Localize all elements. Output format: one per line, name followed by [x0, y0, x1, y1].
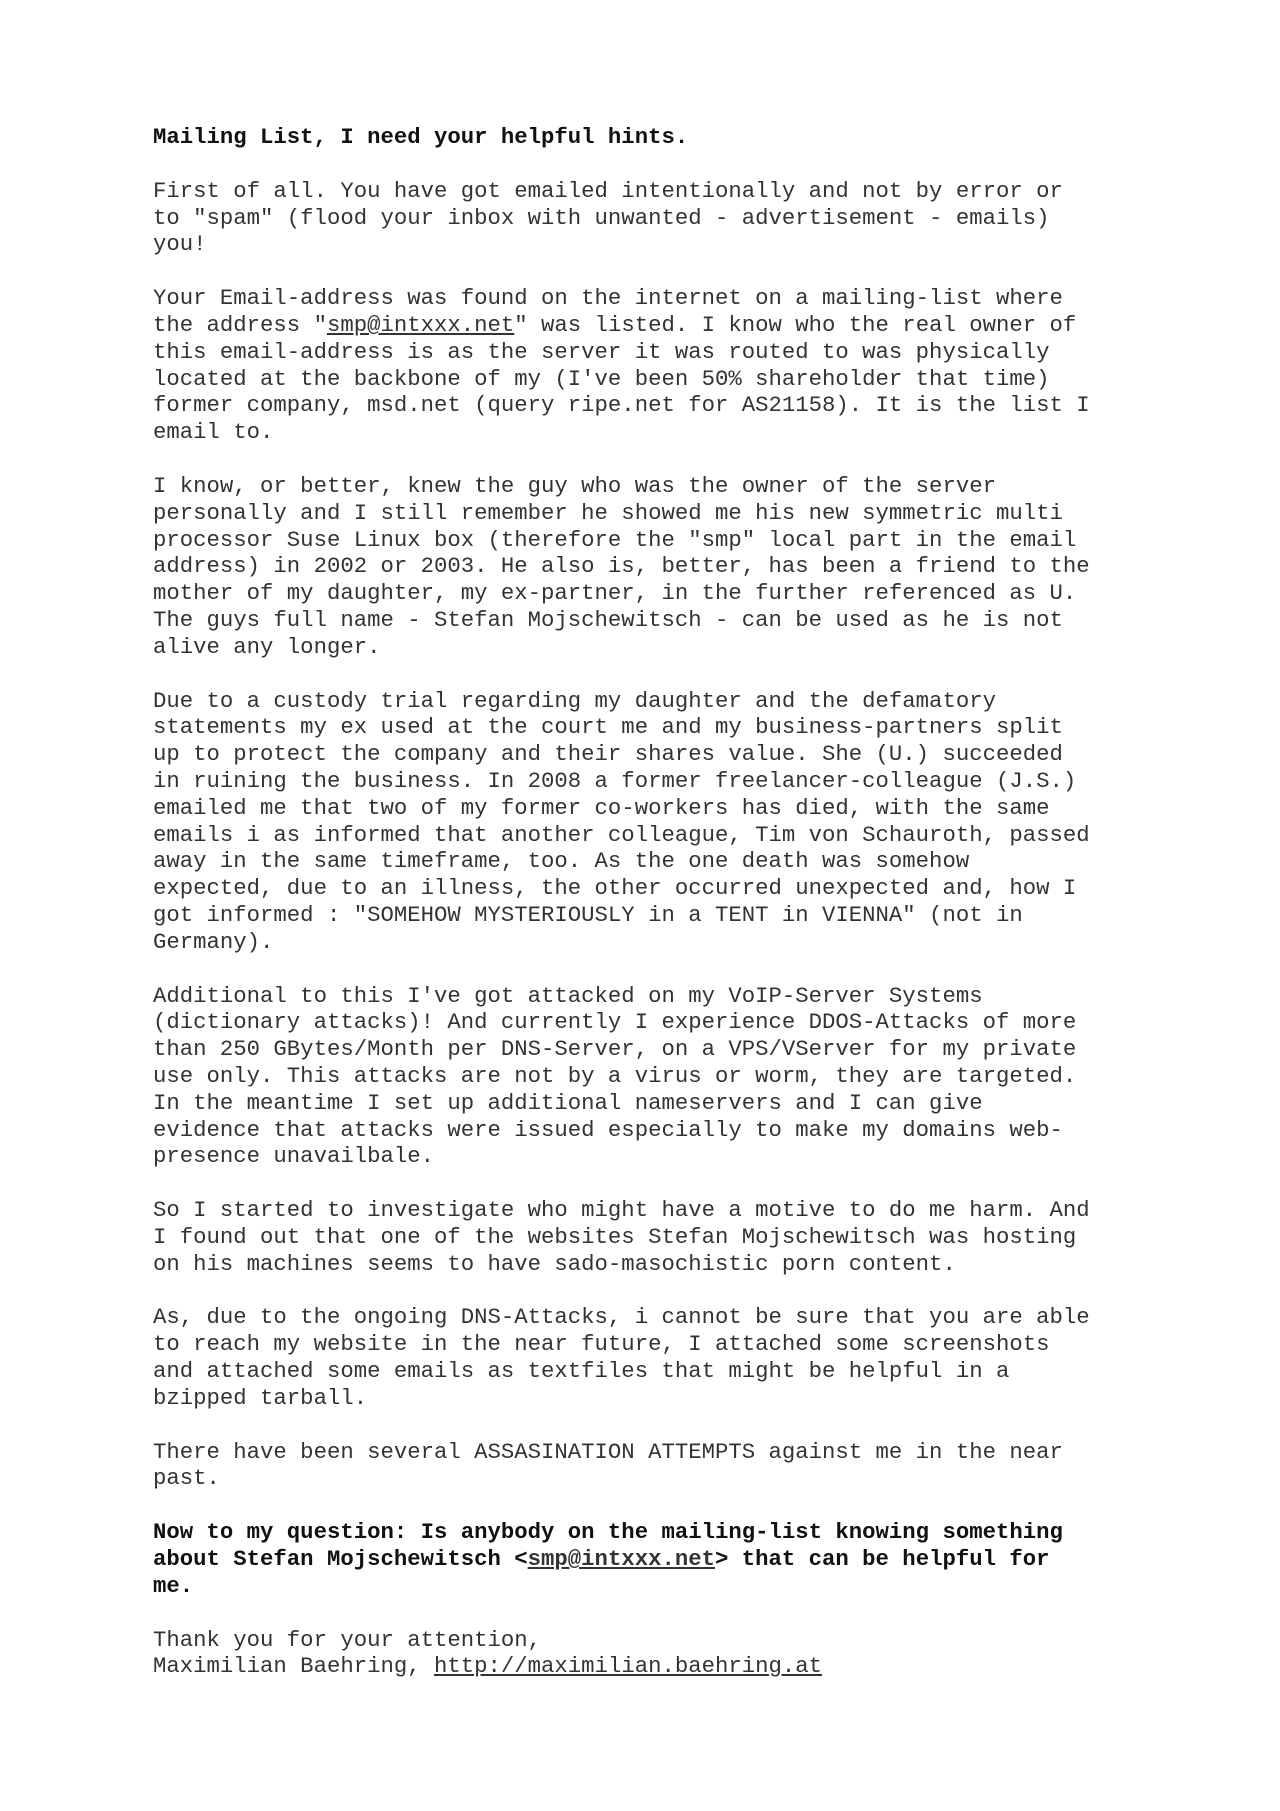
text-line: First of all. You have got emailed intentionally and not by error or	[153, 177, 1063, 204]
text-line: this email-address is as the server it was routed to was physically	[153, 338, 1050, 365]
text-line: got informed : "SOMEHOW MYSTERIOUSLY in a TENT in VIENNA" (not in	[153, 901, 1023, 928]
paragraph-assassination	[153, 1439, 1163, 1493]
paragraph-attacks	[153, 983, 1163, 1171]
text-line: emailed me that two of my former co-workers has died, with the same	[153, 794, 1050, 821]
text-line	[153, 312, 1163, 339]
text-line	[153, 1546, 1163, 1573]
text-line: evidence that attacks were issued especially to make my domains web-	[153, 1116, 1063, 1143]
text-line: As, due to the ongoing DNS-Attacks, i cannot be sure that you are able	[153, 1304, 1090, 1331]
text-line: address) in 2002 or 2003. He also is, better, has been a friend to the	[153, 553, 1090, 580]
text-line: in ruining the business. In 2008 a former freelancer-colleague (J.S.)	[153, 767, 1077, 794]
text-line: Due to a custody trial regarding my daughter and the defamatory	[153, 687, 996, 714]
text-line: you!	[153, 231, 207, 258]
text-line: Germany).	[153, 928, 274, 955]
text-line: than 250 GBytes/Month per DNS-Server, on a VPS/VServer for my private	[153, 1036, 1077, 1063]
text-line: processor Suse Linux box (therefore the "smp" local part in the email	[153, 526, 1077, 553]
paragraph-intro	[153, 178, 1163, 258]
text-line: and attached some emails as textfiles that might be helpful in a	[153, 1358, 1010, 1385]
website-link[interactable]: http://maximilian.baehring.at	[434, 1653, 823, 1680]
paragraph-investigation	[153, 1197, 1163, 1277]
text-line: There have been several ASSASINATION ATTEMPTS against me in the near	[153, 1438, 1063, 1465]
text-line: (dictionary attacks)! And currently I experience DDOS-Attacks of more	[153, 1009, 1077, 1036]
text-line: statements my ex used at the court me and my business-partners split	[153, 714, 1063, 741]
text-line: personally and I still remember he showed me his new symmetric multi	[153, 499, 1063, 526]
paragraph-closing	[153, 1627, 1163, 1681]
text-line: Now to my question: Is anybody on the mailing-list knowing something	[153, 1519, 1063, 1546]
text-line: I know, or better, knew the guy who was the owner of the server	[153, 472, 996, 499]
signature-line	[153, 1653, 1163, 1680]
text-line: email to.	[153, 419, 274, 446]
document-title: Mailing List, I need your helpful hints.	[153, 124, 689, 150]
paragraph-question	[153, 1519, 1163, 1599]
text-line: up to protect the company and their shares value. She (U.) succeeded	[153, 741, 1063, 768]
text-line: Thank you for your attention,	[153, 1626, 542, 1653]
text-line: I found out that one of the websites Stefan Mojschewitsch was hosting	[153, 1223, 1077, 1250]
text-line: mother of my daughter, my ex-partner, in the further referenced as U.	[153, 580, 1077, 607]
paragraph-email-found	[153, 285, 1163, 446]
text-fragment: about Stefan Mojschewitsch <	[153, 1546, 528, 1573]
text-line: emails i as informed that another colleague, Tim von Schauroth, passed	[153, 821, 1090, 848]
text-fragment: " was listed. I know who the real owner of	[514, 311, 1077, 338]
text-line: expected, due to an illness, the other occurred unexpected and, how I	[153, 875, 1077, 902]
text-line: In the meantime I set up additional nameservers and I can give	[153, 1089, 983, 1116]
text-line: away in the same timeframe, too. As the one death was somehow	[153, 848, 970, 875]
text-line: to reach my website in the near future, I attached some screenshots	[153, 1331, 1050, 1358]
author-name: Maximilian Baehring,	[153, 1653, 434, 1680]
text-line: on his machines seems to have sado-masochistic porn content.	[153, 1250, 956, 1277]
text-line: Additional to this I've got attacked on my VoIP-Server Systems	[153, 982, 983, 1009]
text-line: bzipped tarball.	[153, 1384, 368, 1411]
text-line: to "spam" (flood your inbox with unwanted - advertisement - emails)	[153, 204, 1050, 231]
email-link[interactable]: smp@intxxx.net	[527, 1546, 715, 1573]
paragraph-owner	[153, 473, 1163, 661]
text-fragment: > that can be helpful for	[714, 1546, 1050, 1573]
text-line: presence unavailbale.	[153, 1143, 434, 1170]
text-line: So I started to investigate who might have a motive to do me harm. And	[153, 1197, 1090, 1224]
paragraph-attachments	[153, 1304, 1163, 1411]
text-line: The guys full name - Stefan Mojschewitsch - can be used as he is not	[153, 606, 1063, 633]
email-link[interactable]: smp@intxxx.net	[326, 311, 515, 338]
paragraph-custody	[153, 688, 1163, 956]
text-line: former company, msd.net (query ripe.net for AS21158). It is the list I	[153, 392, 1090, 419]
text-line: alive any longer.	[153, 633, 381, 660]
text-line: Your Email-address was found on the internet on a mailing-list where	[153, 285, 1063, 312]
document-page	[153, 124, 1163, 1707]
text-line: use only. This attacks are not by a virus or worm, they are targeted.	[153, 1062, 1077, 1089]
text-line: located at the backbone of my (I've been 50% shareholder that time)	[153, 365, 1050, 392]
text-fragment: the address "	[153, 311, 327, 338]
text-line: me.	[153, 1572, 194, 1599]
text-line: past.	[153, 1465, 220, 1492]
